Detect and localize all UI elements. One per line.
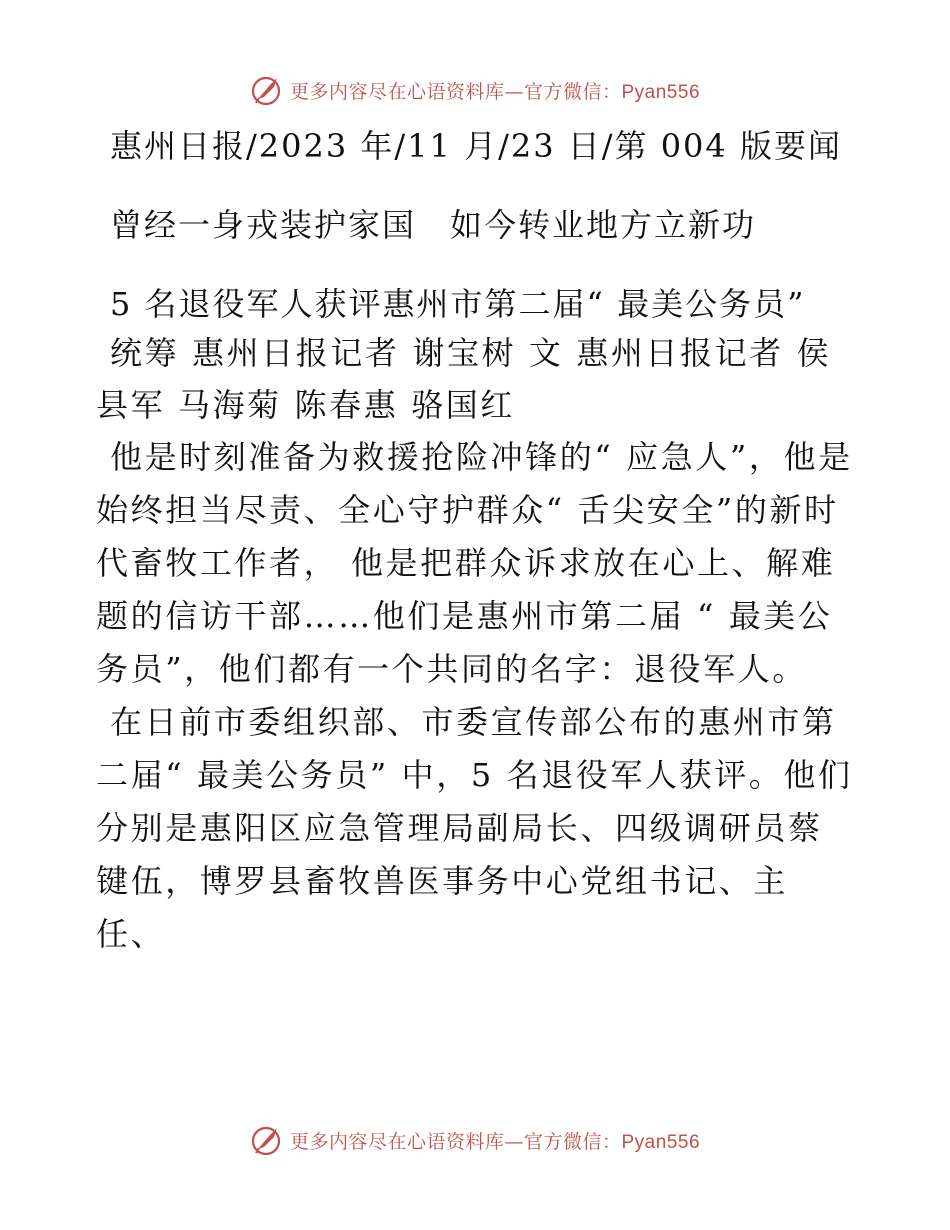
watermark-text: 更多内容尽在心语资料库—官方微信：Pyan556 — [289, 80, 701, 103]
source-line: 惠州日报/2023 年/11 月/23 日/第 004 版要闻 — [110, 127, 842, 165]
footer-watermark — [0, 1120, 950, 1160]
article-subtitle: 5 名退役军人获评惠州市第二届“ 最美公务员” — [110, 285, 806, 323]
quill-pen-logo-icon — [250, 1123, 284, 1157]
article-byline: 统筹 惠州日报记者 谢宝树 文 惠州日报记者 侯县军 马海菊 陈春惠 骆国红 — [96, 334, 832, 424]
article-paragraph-1: 他是时刻准备为救援抢险冲锋的“ 应急人”，他是始终担当尽责、全心守护群众“ 舌尖安全”的新时代畜牧工作者， 他是把群众诉求放在心上、解难题的信访干部……他们是惠州市第二届 “ 最美公务员”，他们都有一个共同的名字：退役军人。 — [96, 438, 853, 688]
watermark-wechat-id: Pyan556 — [621, 81, 701, 103]
header-watermark — [0, 70, 950, 110]
article-title: 曾经一身戎装护家国 如今转业地方立新功 — [110, 206, 757, 244]
quill-pen-logo-icon — [250, 73, 284, 107]
watermark-wechat-id: Pyan556 — [621, 1131, 701, 1153]
article-paragraph-2: 在日前市委组织部、市委宣传部公布的惠州市第二届“ 最美公务员” 中，5 名退役军人获评。他们分别是惠阳区应急管理局副局长、四级调研员蔡键伍，博罗县畜牧兽医事务中心党组书记、主任、 — [96, 703, 853, 953]
article-body — [96, 124, 856, 961]
watermark-text: 更多内容尽在心语资料库—官方微信：Pyan556 — [289, 1130, 701, 1153]
